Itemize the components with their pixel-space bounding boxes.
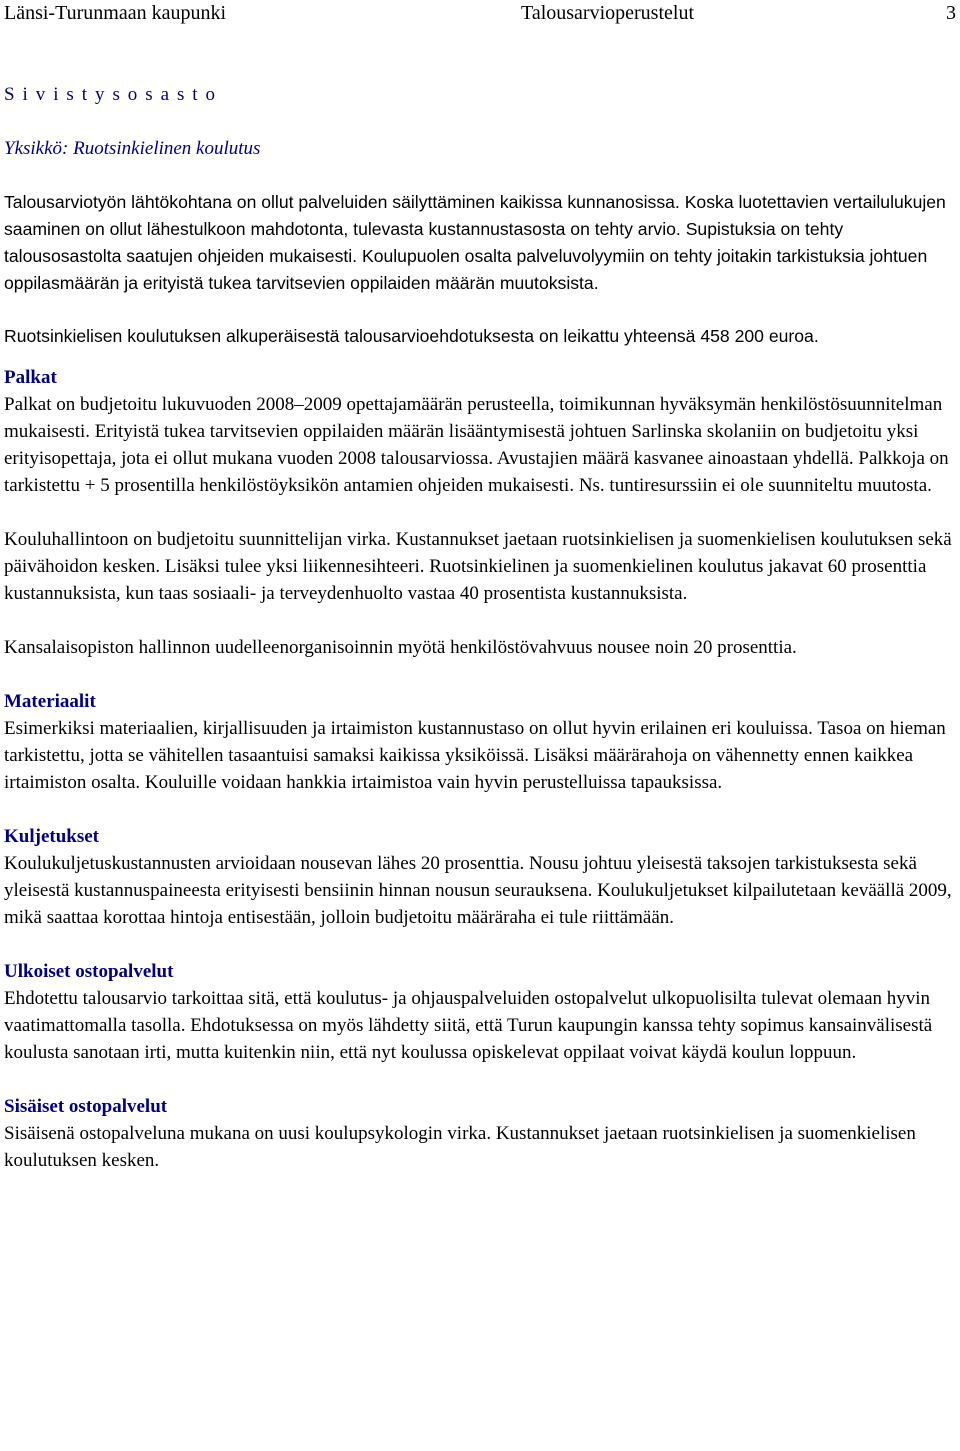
palkat-paragraph-1: Palkat on budjetoitu lukuvuoden 2008–2009 opettajamäärän perusteella, toimikunnan hyväksymän henkilöstösuunnitelman mukaisesti. Erityistä tukea tarvitsevien oppilaiden määrän lisääntymisestä johtuen Sarlinska skolaniin on budjetoitu yksi erityisopettaja, jota ei ollut mukana vuoden 2008 talousarviossa. Avustajien määrä kasvanee ainoastaan yhdellä. Palkkoja on tarkistettu + 5 prosentilla henkilöstöyksikön antamien ohjeiden mukaisesti. Ns. tuntiresurssiin ei ole suunniteltu muutosta.: [4, 394, 949, 496]
department-title: S i v i s t y s o s a s t o: [4, 84, 216, 105]
section-heading-ulkoiset-ostopalvelut: Ulkoiset ostopalvelut: [4, 961, 174, 982]
document-page: [4, 0, 958, 1174]
section-heading-kuljetukset: Kuljetukset: [4, 826, 99, 847]
palkat-paragraph-3: Kansalaisopiston hallinnon uudelleenorganisoinnin myötä henkilöstövahvuus nousee noin 20 prosenttia.: [4, 637, 797, 658]
ulkoiset-paragraph-1: Ehdotettu talousarvio tarkoittaa sitä, että koulutus- ja ohjauspalveluiden ostopalvelut ulkopuolisilta tulevat olemaan hyvin vaatimattomalla tasolla. Ehdotuksessa on myös lähdetty siitä, että Turun kaupungin kanssa tehty sopimus kansainvälisestä koulusta sanotaan irti, mutta kuitenkin niin, että nyt koulussa opiskelevat oppilaat voivat käydä koulun loppuun.: [4, 988, 933, 1063]
section-heading-sisaiset-ostopalvelut: Sisäiset ostopalvelut: [4, 1096, 168, 1117]
sisaiset-paragraph-1: Sisäisenä ostopalveluna mukana on uusi koulupsykologin virka. Kustannukset jaetaan ruotsinkielisen ja suomenkielisen koulutuksen kesken.: [4, 1123, 916, 1171]
materiaalit-paragraph-1: Esimerkiksi materiaalien, kirjallisuuden ja irtaimiston kustannustaso on ollut hyvin erilainen eri kouluissa. Tasoa on hieman tarkistettu, jotta se vähitellen tasaantuisi samaksi kaikissa yksiköissä. Lisäksi määrärahoja on vähennetty ennen kaikkea irtaimiston osalta. Kouluille voidaan hankkia irtaimistoa vain hyvin perustelluissa tapauksissa.: [4, 718, 946, 793]
palkat-paragraph-2: Kouluhallintoon on budjetoitu suunnittelijan virka. Kustannukset jaetaan ruotsinkielisen ja suomenkielisen koulutuksen sekä päivähoidon kesken. Lisäksi tulee yksi liikennesihteeri. Ruotsinkielinen ja suomenkielinen koulutus jakavat 60 prosenttia kustannuksista, kun taas sosiaali- ja terveydenhuolto vastaa 40 prosentista kustannuksista.: [4, 529, 952, 604]
header-page-number: 3: [946, 2, 956, 24]
header-document-title: Talousarvioperustelut: [521, 2, 694, 24]
intro-paragraph-2: Ruotsinkielisen koulutuksen alkuperäisestä talousarvioehdotuksesta on leikattu yhteensä 458 200 euroa.: [4, 326, 819, 346]
unit-title: Yksikkö: Ruotsinkielinen koulutus: [4, 138, 261, 159]
page-header: [4, 0, 958, 27]
section-heading-palkat: Palkat: [4, 367, 57, 388]
intro-paragraph-1: Talousarviotyön lähtökohtana on ollut palveluiden säilyttäminen kaikissa kunnanosissa. Koska luotettavien vertailulukujen saaminen on ollut lähestulkoon mahdotonta, tulevasta kustannustasosta on tehty arvio. Supistuksia on tehty talousosastolta saatujen ohjeiden mukaisesti. Koulupuolen osalta palveluvolyymiin on tehty joitakin tarkistuksia johtuen oppilasmäärän ja erityistä tukea tarvitsevien oppilaiden määrän muutoksista.: [4, 192, 946, 293]
section-heading-materiaalit: Materiaalit: [4, 691, 96, 712]
kuljetukset-paragraph-1: Koulukuljetuskustannusten arvioidaan nousevan lähes 20 prosenttia. Nousu johtuu yleisestä taksojen tarkistuksesta sekä yleisestä kustannuspaineesta erityisesti bensiinin hinnan nousun seurauksena. Koulukuljetukset kilpailutetaan keväällä 2009, mikä saattaa korottaa hintoja entisestään, jolloin budjetoitu määräraha ei tule riittämään.: [4, 853, 952, 928]
header-municipality: Länsi-Turunmaan kaupunki: [4, 2, 227, 24]
